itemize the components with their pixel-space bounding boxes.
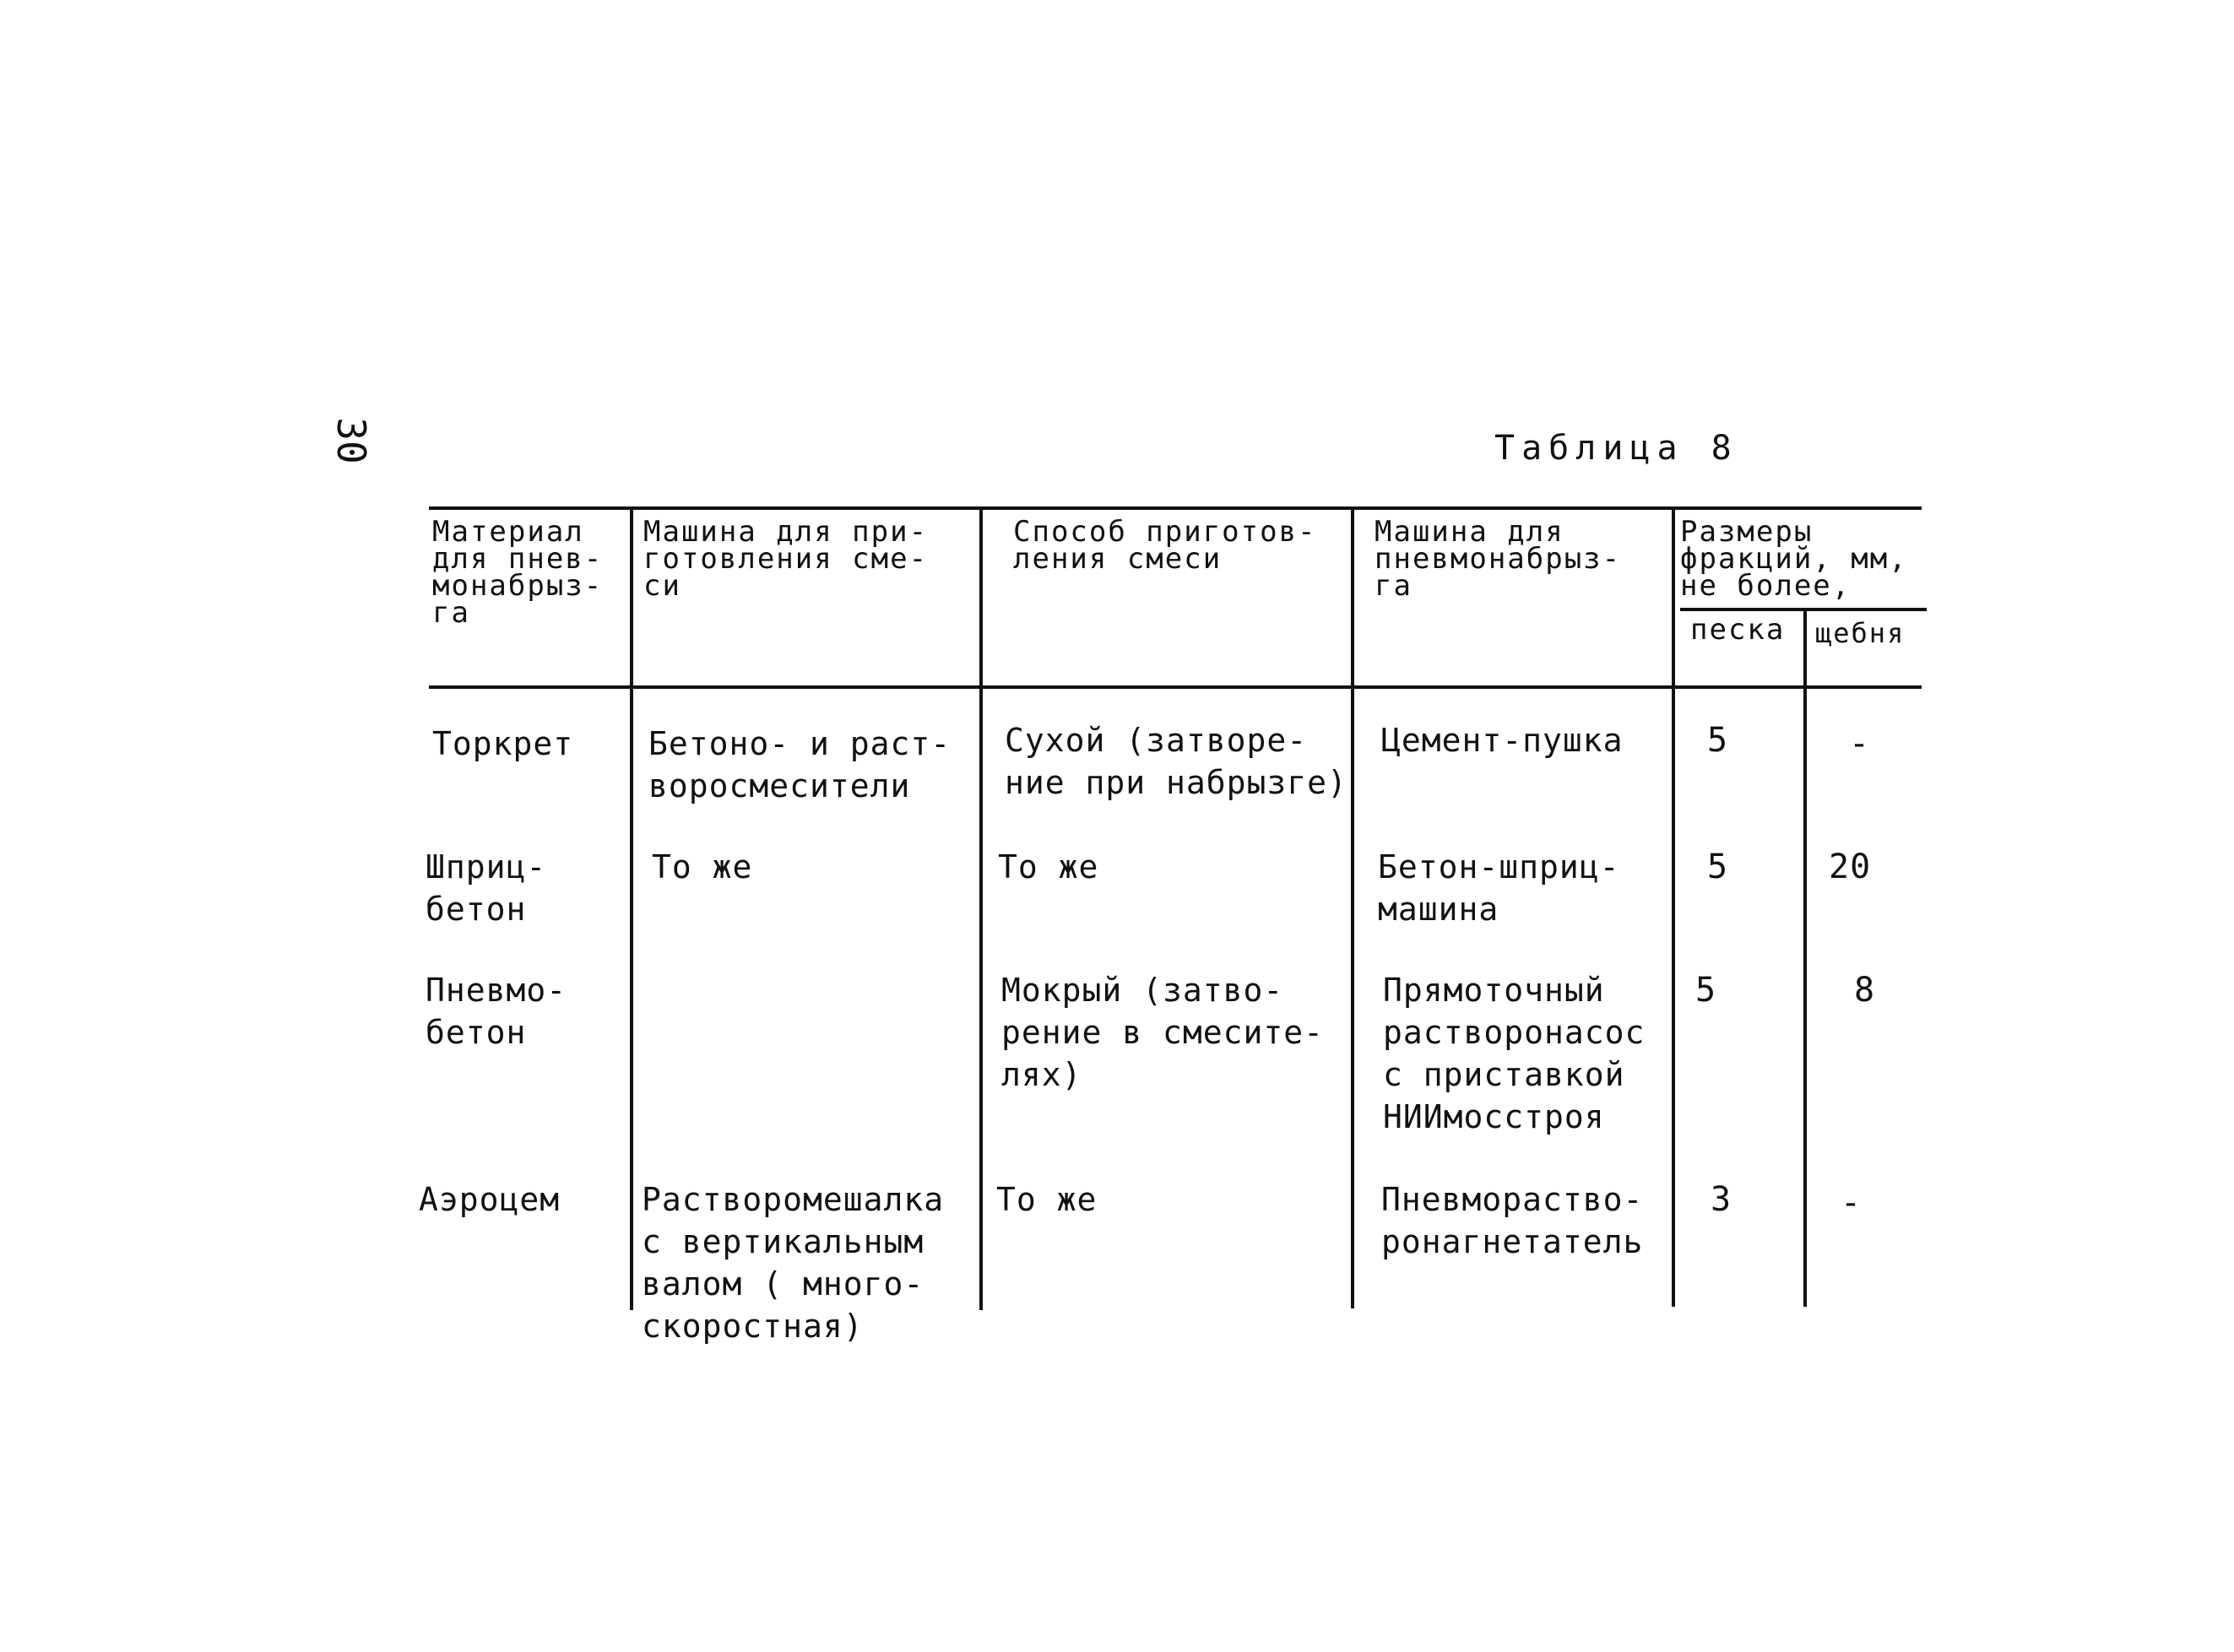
table-top-rule (429, 506, 1922, 510)
table-caption: Таблица 8 (1494, 429, 1738, 468)
row1-mixing-machine: Бетоно- и раст- воросмесители (648, 725, 952, 804)
column-divider-4 (1672, 506, 1675, 1307)
row1-spray-machine: Цемент-пушка (1381, 722, 1624, 759)
header-gravel: щебня (1815, 617, 1906, 649)
header-fraction-size: Размеры фракций, мм, не более, (1680, 515, 1908, 603)
header-method: Способ приготов- ления смеси (1013, 515, 1317, 576)
header-mixing-machine: Машина для при- готовления сме- си (643, 515, 929, 603)
row2-spray-machine: Бетон-шприц- машина (1378, 848, 1620, 928)
column-divider-5 (1803, 608, 1807, 1307)
row4-sand: 3 (1711, 1180, 1732, 1219)
row2-gravel: 20 (1829, 848, 1872, 886)
row1-method: Сухой (затворе- ние при набрызге) (1005, 722, 1347, 801)
row3-material: Пневмо- бетон (426, 972, 567, 1051)
row3-method: Мокрый (затво- рение в смесите- лях) (1001, 972, 1325, 1093)
row4-gravel: - (1841, 1183, 1863, 1222)
column-divider-3 (1351, 506, 1354, 1308)
header-material: Материал для пнев- монабрыз- га (432, 515, 604, 630)
column-divider-1 (630, 506, 633, 1310)
row1-material: Торкрет (432, 725, 574, 762)
row2-method: То же (998, 848, 1099, 886)
row4-mixing-machine: Растворомешалка с вертикальным валом ( много- скоростная) (642, 1181, 945, 1345)
row2-sand: 5 (1707, 848, 1729, 886)
header-sand: песка (1690, 613, 1786, 647)
column-divider-2 (979, 506, 983, 1310)
row4-material: Аэроцем (419, 1181, 561, 1218)
row3-spray-machine: Прямоточный растворонасос с приставкой НИИмосстроя (1383, 972, 1646, 1135)
row2-mixing-machine: То же (652, 848, 753, 886)
row4-method: То же (996, 1181, 1098, 1218)
header-spray-machine: Машина для пневмонабрыз- га (1375, 515, 1622, 603)
row3-sand: 5 (1695, 971, 1717, 1010)
row3-gravel: 8 (1854, 971, 1876, 1010)
row1-gravel: - (1849, 724, 1871, 763)
page-number: 30 (328, 417, 374, 464)
row4-spray-machine: Пневмораство- ронагнетатель (1381, 1181, 1644, 1260)
header-bottom-rule (429, 685, 1922, 689)
row2-material: Шприц- бетон (426, 848, 547, 928)
row1-sand: 5 (1707, 721, 1729, 760)
